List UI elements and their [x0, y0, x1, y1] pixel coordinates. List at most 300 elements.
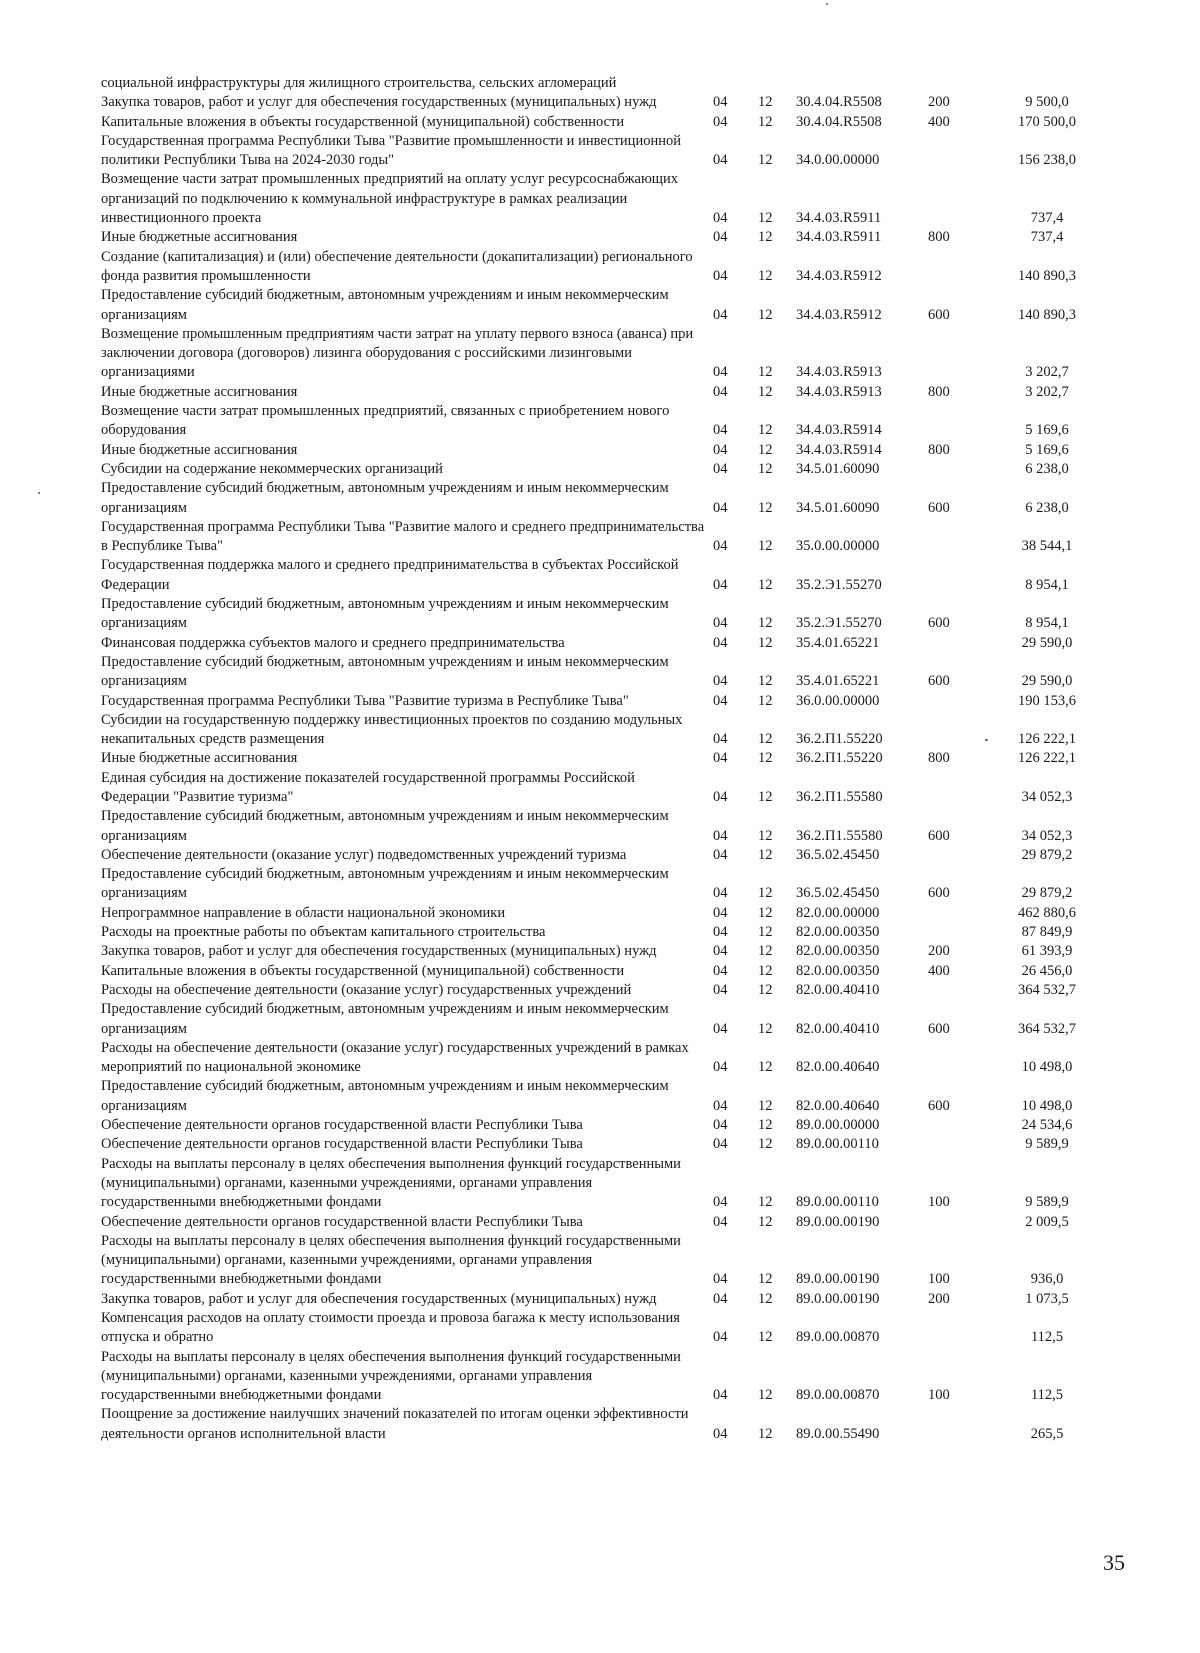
- subsection-code-cell: 12: [758, 1425, 773, 1442]
- target-article-cell: 89.0.00.00110: [796, 1194, 879, 1211]
- table-row: [101, 981, 1101, 1000]
- target-article-cell: 36.2.П1.55220: [796, 750, 883, 767]
- target-article-cell: 89.0.00.55490: [796, 1425, 880, 1442]
- target-article-cell: 36.5.02.45450: [796, 885, 880, 902]
- expense-type-cell: [928, 711, 993, 750]
- table-row: [101, 769, 1101, 808]
- table-row: [101, 923, 1101, 942]
- amount-cell: 9 589,9: [1025, 1194, 1069, 1211]
- expense-type-cell: [928, 132, 993, 171]
- section-code-cell: 04: [713, 364, 728, 381]
- expense-type-cell: 600: [928, 673, 950, 690]
- table-row: [101, 904, 1101, 923]
- target-article-cell: 34.5.01.60090: [796, 499, 880, 516]
- target-article-cell: 89.0.00.00000: [796, 1117, 880, 1134]
- section-code-cell: 04: [713, 788, 728, 805]
- table-row: [101, 653, 1101, 692]
- target-article-cell: 82.0.00.40410: [796, 1020, 880, 1037]
- expense-type-cell: [928, 634, 993, 653]
- table-row: [101, 556, 1101, 595]
- budget-table: [101, 74, 1101, 1444]
- target-article-cell: 82.0.00.40640: [796, 1059, 880, 1076]
- table-row: [101, 441, 1101, 460]
- subsection-code-cell: [758, 74, 796, 93]
- section-code-cell: 04: [713, 1290, 728, 1307]
- table-row: [101, 518, 1101, 557]
- amount-cell: 87 849,9: [1021, 924, 1073, 941]
- table-row: [101, 962, 1101, 981]
- target-article-cell: 35.0.00.00000: [796, 538, 880, 555]
- expense-name-cell: Возмещение промышленным предприятиям части затрат на уплату первого взноса (аванса) при заключении договора (договоров) лизинга оборудования с российскими лизинговыми организациями: [101, 325, 694, 381]
- amount-cell: 170 500,0: [1018, 113, 1076, 130]
- section-code-cell: 04: [713, 1117, 728, 1134]
- target-article-cell: 82.0.00.00350: [796, 962, 880, 979]
- expense-name-cell: Субсидии на государственную поддержку инвестиционных проектов по созданию модульных некапитальных средств размещения: [101, 711, 683, 748]
- amount-cell: 8 954,1: [1025, 576, 1069, 593]
- table-row: [101, 1309, 1101, 1348]
- amount-cell: 126 222,1: [1018, 731, 1076, 748]
- amount-cell: 112,5: [1030, 1329, 1064, 1346]
- subsection-code-cell: 12: [758, 576, 773, 593]
- subsection-code-cell: 12: [758, 152, 773, 169]
- amount-cell: 8 954,1: [1025, 615, 1069, 632]
- subsection-code-cell: 12: [758, 1290, 773, 1307]
- scan-speck: [985, 739, 988, 741]
- expense-type-cell: 600: [928, 499, 950, 516]
- table-row: [101, 325, 1101, 383]
- amount-cell: 38 544,1: [1021, 538, 1073, 555]
- expense-type-cell: [928, 325, 993, 383]
- expense-type-cell: 600: [928, 306, 950, 323]
- expense-name-cell: Расходы на выплаты персоналу в целях обеспечения выполнения функций государственными (муниципальными) органами, казенными учреждениями, органами управления государственными внебюджетными фондами: [101, 1155, 681, 1211]
- table-row: [101, 1405, 1101, 1444]
- subsection-code-cell: 12: [758, 210, 773, 227]
- target-article-cell: 89.0.00.00190: [796, 1290, 880, 1307]
- subsection-code-cell: 12: [758, 1271, 773, 1288]
- expense-type-cell: 600: [928, 885, 950, 902]
- table-row: [101, 1116, 1101, 1135]
- target-article-cell: 82.0.00.00350: [796, 924, 880, 941]
- table-row: [101, 93, 1101, 112]
- target-article-cell: 36.0.00.00000: [796, 692, 880, 709]
- expense-type-cell: 800: [928, 229, 950, 246]
- section-code-cell: 04: [713, 962, 728, 979]
- expense-name-cell: Предоставление субсидий бюджетным, автономным учреждениям и иным некоммерческим организациям: [101, 480, 669, 516]
- expense-name-cell: Расходы на обеспечение деятельности (оказание услуг) государственных учреждений: [101, 981, 632, 998]
- target-article-cell: 34.4.03.R5912: [796, 306, 882, 323]
- expense-type-cell: [928, 460, 993, 479]
- amount-cell: [993, 74, 1101, 93]
- budget-table-body: [101, 74, 1101, 1444]
- section-code-cell: 04: [713, 924, 728, 941]
- section-code-cell: 04: [713, 750, 728, 767]
- amount-cell: 2 009,5: [1025, 1213, 1069, 1230]
- subsection-code-cell: 12: [758, 499, 773, 516]
- table-row: [101, 749, 1101, 768]
- expense-type-cell: 600: [928, 615, 950, 632]
- target-article-cell: 36.2.П1.55580: [796, 827, 883, 844]
- expense-type-cell: [928, 248, 993, 287]
- section-code-cell: 04: [713, 1059, 728, 1076]
- section-code-cell: 04: [713, 229, 728, 246]
- subsection-code-cell: 12: [758, 924, 773, 941]
- target-article-cell: 35.2.Э1.55270: [796, 576, 882, 593]
- subsection-code-cell: 12: [758, 943, 773, 960]
- table-row: [101, 170, 1101, 228]
- table-row: [101, 286, 1101, 325]
- expense-name-cell: Иные бюджетные ассигнования: [101, 229, 298, 246]
- section-code-cell: 04: [713, 943, 728, 960]
- target-article-cell: 30.4.04.R5508: [796, 94, 882, 111]
- expense-name-cell: Государственная программа Республики Тыва "Развитие промышленности и инвестиционной политики Республики Тыва на 2024-2030 годы": [101, 132, 681, 169]
- expense-type-cell: 200: [928, 943, 950, 960]
- subsection-code-cell: 12: [758, 113, 773, 130]
- target-article-cell: 89.0.00.00190: [796, 1271, 880, 1288]
- expense-type-cell: [928, 846, 993, 865]
- table-row: [101, 383, 1101, 402]
- section-code-cell: 04: [713, 383, 728, 400]
- subsection-code-cell: 12: [758, 827, 773, 844]
- target-article-cell: 36.2.П1.55580: [796, 788, 883, 805]
- expense-type-cell: 200: [928, 94, 950, 111]
- target-article-cell: 34.4.03.R5911: [796, 210, 882, 227]
- subsection-code-cell: 12: [758, 538, 773, 555]
- expense-name-cell: Расходы на проектные работы по объектам капитального строительства: [101, 924, 546, 941]
- table-row: [101, 846, 1101, 865]
- table-row: [101, 460, 1101, 479]
- target-article-cell: 35.4.01.65221: [796, 673, 880, 690]
- target-article-cell: 34.4.03.R5912: [796, 267, 882, 284]
- target-article-cell: 36.5.02.45450: [796, 846, 880, 863]
- expense-name-cell: Обеспечение деятельности органов государственной власти Республики Тыва: [101, 1117, 583, 1134]
- expense-name-cell: Возмещение части затрат промышленных предприятий, связанных с приобретением нового оборудования: [101, 403, 670, 439]
- subsection-code-cell: 12: [758, 750, 773, 767]
- expense-name-cell: Предоставление субсидий бюджетным, автономным учреждениям и иным некоммерческим организациям: [101, 808, 669, 844]
- target-article-cell: 36.2.П1.55220: [796, 731, 883, 748]
- expense-type-cell: [928, 769, 993, 808]
- amount-cell: 10 498,0: [1021, 1097, 1073, 1114]
- amount-cell: 6 238,0: [1025, 460, 1069, 477]
- expense-type-cell: 400: [928, 113, 950, 130]
- amount-cell: 190 153,6: [1018, 692, 1076, 709]
- amount-cell: 61 393,9: [1021, 943, 1073, 960]
- amount-cell: 34 052,3: [1021, 827, 1073, 844]
- expense-type-cell: [928, 923, 993, 942]
- target-article-cell: 34.0.00.00000: [796, 152, 880, 169]
- subsection-code-cell: 12: [758, 634, 773, 651]
- amount-cell: 462 880,6: [1018, 904, 1076, 921]
- expense-type-cell: 200: [928, 1290, 950, 1307]
- subsection-code-cell: 12: [758, 788, 773, 805]
- subsection-code-cell: 12: [758, 306, 773, 323]
- expense-type-cell: 600: [928, 827, 950, 844]
- expense-type-cell: [928, 74, 993, 93]
- expense-name-cell: Предоставление субсидий бюджетным, автономным учреждениям и иным некоммерческим организациям: [101, 596, 669, 632]
- subsection-code-cell: 12: [758, 846, 773, 863]
- target-article-cell: 34.4.03.R5913: [796, 383, 882, 400]
- target-article-cell: 34.4.03.R5914: [796, 422, 882, 439]
- expense-name-cell: Иные бюджетные ассигнования: [101, 383, 298, 400]
- expense-name-cell: Закупка товаров, работ и услуг для обеспечения государственных (муниципальных) нужд: [101, 943, 657, 960]
- expense-name-cell: Предоставление субсидий бюджетным, автономным учреждениям и иным некоммерческим организациям: [101, 1078, 669, 1114]
- amount-cell: 29 879,2: [1021, 846, 1073, 863]
- section-code-cell: 04: [713, 615, 728, 632]
- amount-cell: 10 498,0: [1021, 1059, 1073, 1076]
- section-code-cell: 04: [713, 267, 728, 284]
- subsection-code-cell: 12: [758, 904, 773, 921]
- table-row: [101, 228, 1101, 247]
- section-code-cell: 04: [713, 306, 728, 323]
- expense-name-cell: Расходы на выплаты персоналу в целях обеспечения выполнения функций государственными (муниципальными) органами, казенными учреждениями, органами управления государственными внебюджетными фондами: [101, 1348, 681, 1404]
- amount-cell: 5 169,6: [1025, 422, 1069, 439]
- expense-name-cell: Предоставление субсидий бюджетным, автономным учреждениям и иным некоммерческим организациям: [101, 287, 669, 323]
- table-row: [101, 1039, 1101, 1078]
- amount-cell: 3 202,7: [1025, 364, 1069, 381]
- subsection-code-cell: 12: [758, 1213, 773, 1230]
- section-code-cell: 04: [713, 1020, 728, 1037]
- section-code-cell: 04: [713, 152, 728, 169]
- expense-name-cell: Расходы на обеспечение деятельности (оказание услуг) государственных учреждений в рамках мероприятий по национальной экономике: [101, 1039, 689, 1076]
- expense-type-cell: [928, 518, 993, 557]
- table-row: [101, 132, 1101, 171]
- scan-speck: [38, 492, 40, 494]
- section-code-cell: 04: [713, 1425, 728, 1442]
- table-row: [101, 113, 1101, 132]
- table-row: [101, 1077, 1101, 1116]
- section-code-cell: 04: [713, 904, 728, 921]
- subsection-code-cell: 12: [758, 1194, 773, 1211]
- expense-type-cell: 100: [928, 1194, 950, 1211]
- section-code-cell: 04: [713, 846, 728, 863]
- amount-cell: 737,4: [1030, 229, 1064, 246]
- table-row: [101, 692, 1101, 711]
- subsection-code-cell: 12: [758, 364, 773, 381]
- section-code-cell: 04: [713, 499, 728, 516]
- expense-type-cell: 400: [928, 962, 950, 979]
- expense-type-cell: [928, 692, 993, 711]
- amount-cell: 737,4: [1030, 210, 1064, 227]
- subsection-code-cell: 12: [758, 1020, 773, 1037]
- amount-cell: 364 532,7: [1018, 1020, 1076, 1037]
- amount-cell: 936,0: [1030, 1271, 1064, 1288]
- expense-name-cell: Возмещение части затрат промышленных предприятий на оплату услуг ресурсоснабжающих организаций по подключению к коммунальной инфраструктуре в рамках реализации инвестиционного проекта: [101, 171, 678, 227]
- expense-name-cell: Государственная программа Республики Тыва "Развитие малого и среднего предпринимательства в Республике Тыва": [101, 518, 705, 555]
- expense-type-cell: [928, 1116, 993, 1135]
- expense-name-cell: Поощрение за достижение наилучших значений показателей по итогам оценки эффективности деятельности органов исполнительной власти: [101, 1406, 689, 1442]
- target-article-cell: 82.0.00.40410: [796, 981, 880, 998]
- section-code-cell: 04: [713, 460, 728, 477]
- subsection-code-cell: 12: [758, 1136, 773, 1153]
- subsection-code-cell: 12: [758, 1387, 773, 1404]
- target-article-cell: 34.4.03.R5911: [796, 229, 882, 246]
- expense-name-cell: Компенсация расходов на оплату стоимости проезда и провоза багажа к месту использования отпуска и обратно: [101, 1310, 680, 1346]
- section-code-cell: 04: [713, 1271, 728, 1288]
- amount-cell: 3 202,7: [1025, 383, 1069, 400]
- table-row: [101, 807, 1101, 846]
- section-code-cell: 04: [713, 1213, 728, 1230]
- section-code-cell: 04: [713, 1329, 728, 1346]
- scan-speck: [826, 3, 828, 5]
- expense-type-cell: 800: [928, 750, 950, 767]
- expense-type-cell: [928, 556, 993, 595]
- amount-cell: 29 590,0: [1021, 673, 1073, 690]
- expense-name-cell: Расходы на выплаты персоналу в целях обеспечения выполнения функций государственными (муниципальными) органами, казенными учреждениями, органами управления государственными внебюджетными фондами: [101, 1232, 681, 1288]
- expense-name-cell: Субсидии на содержание некоммерческих организаций: [101, 460, 443, 477]
- target-article-cell: 35.4.01.65221: [796, 634, 880, 651]
- target-article-cell: 82.0.00.00000: [796, 904, 880, 921]
- target-article-cell: 82.0.00.40640: [796, 1097, 880, 1114]
- expense-type-cell: 100: [928, 1387, 950, 1404]
- target-article-cell: [796, 74, 928, 93]
- section-code-cell: 04: [713, 1194, 728, 1211]
- expense-type-cell: 100: [928, 1271, 950, 1288]
- section-code-cell: 04: [713, 422, 728, 439]
- amount-cell: 9 589,9: [1025, 1136, 1069, 1153]
- table-row: [101, 595, 1101, 634]
- expense-type-cell: 600: [928, 1020, 950, 1037]
- target-article-cell: 34.5.01.60090: [796, 460, 880, 477]
- expense-type-cell: [928, 1213, 993, 1232]
- section-code-cell: 04: [713, 210, 728, 227]
- target-article-cell: 34.4.03.R5913: [796, 364, 882, 381]
- amount-cell: 29 590,0: [1021, 634, 1073, 651]
- subsection-code-cell: 12: [758, 1329, 773, 1346]
- section-code-cell: 04: [713, 113, 728, 130]
- expense-type-cell: [928, 981, 993, 1000]
- subsection-code-cell: 12: [758, 962, 773, 979]
- section-code-cell: 04: [713, 576, 728, 593]
- amount-cell: 265,5: [1030, 1425, 1064, 1442]
- expense-name-cell: Иные бюджетные ассигнования: [101, 441, 298, 458]
- expense-name-cell: Финансовая поддержка субъектов малого и среднего предпринимательства: [101, 634, 565, 651]
- expense-type-cell: 800: [928, 383, 950, 400]
- table-row: [101, 1155, 1101, 1213]
- expense-name-cell: Предоставление субсидий бюджетным, автономным учреждениям и иным некоммерческим организациям: [101, 1001, 669, 1037]
- table-row: [101, 1232, 1101, 1290]
- expense-name-cell: Единая субсидия на достижение показателей государственной программы Российской Федерации "Развитие туризма": [101, 769, 635, 805]
- table-row: [101, 1135, 1101, 1154]
- expense-name-cell: Государственная программа Республики Тыва "Развитие туризма в Республике Тыва": [101, 692, 629, 709]
- section-code-cell: 04: [713, 538, 728, 555]
- subsection-code-cell: 12: [758, 885, 773, 902]
- expense-name-cell: Капитальные вложения в объекты государственной (муниципальной) собственности: [101, 113, 625, 130]
- expense-type-cell: 800: [928, 441, 950, 458]
- target-article-cell: 89.0.00.00870: [796, 1387, 880, 1404]
- table-row: [101, 711, 1101, 750]
- expense-type-cell: [928, 1039, 993, 1078]
- subsection-code-cell: 12: [758, 94, 773, 111]
- amount-cell: 9 500,0: [1025, 94, 1069, 111]
- table-row: [101, 942, 1101, 961]
- expense-name-cell: Иные бюджетные ассигнования: [101, 750, 298, 767]
- target-article-cell: 30.4.04.R5508: [796, 113, 882, 130]
- amount-cell: 126 222,1: [1018, 750, 1076, 767]
- subsection-code-cell: 12: [758, 673, 773, 690]
- table-row: [101, 1000, 1101, 1039]
- amount-cell: 26 456,0: [1021, 962, 1073, 979]
- section-code-cell: 04: [713, 441, 728, 458]
- subsection-code-cell: 12: [758, 441, 773, 458]
- table-row: [101, 1348, 1101, 1406]
- expense-name-cell: Обеспечение деятельности органов государственной власти Республики Тыва: [101, 1136, 583, 1153]
- subsection-code-cell: 12: [758, 1097, 773, 1114]
- target-article-cell: 89.0.00.00110: [796, 1136, 879, 1153]
- expense-name-cell: социальной инфраструктуры для жилищного строительства, сельских агломераций: [101, 75, 617, 91]
- subsection-code-cell: 12: [758, 692, 773, 709]
- section-code-cell: 04: [713, 673, 728, 690]
- table-row: [101, 865, 1101, 904]
- amount-cell: 112,5: [1030, 1387, 1064, 1404]
- expense-type-cell: 600: [928, 1097, 950, 1114]
- amount-cell: 24 534,6: [1021, 1117, 1073, 1134]
- section-code-cell: 04: [713, 827, 728, 844]
- subsection-code-cell: 12: [758, 422, 773, 439]
- amount-cell: 140 890,3: [1018, 267, 1076, 284]
- subsection-code-cell: 12: [758, 229, 773, 246]
- expense-name-cell: Предоставление субсидий бюджетным, автономным учреждениям и иным некоммерческим организациям: [101, 653, 669, 690]
- table-row: [101, 402, 1101, 441]
- expense-type-cell: [928, 1309, 993, 1348]
- amount-cell: 6 238,0: [1025, 499, 1069, 516]
- table-row: [101, 479, 1101, 518]
- expense-name-cell: Непрограммное направление в области национальной экономики: [101, 904, 506, 921]
- expense-name-cell: Государственная поддержка малого и среднего предпринимательства в субъектах Российской Федерации: [101, 557, 679, 593]
- expense-name-cell: Создание (капитализация) и (или) обеспечение деятельности (докапитализации) регионального фонда развития промышленности: [101, 248, 693, 284]
- expense-name-cell: Обеспечение деятельности (оказание услуг) подведомственных учреждений туризма: [101, 846, 627, 863]
- amount-cell: 364 532,7: [1018, 981, 1076, 998]
- section-code-cell: 04: [713, 1387, 728, 1404]
- table-row: [101, 74, 1101, 93]
- expense-name-cell: Закупка товаров, работ и услуг для обеспечения государственных (муниципальных) нужд: [101, 94, 657, 111]
- section-code-cell: [713, 74, 758, 93]
- subsection-code-cell: 12: [758, 267, 773, 284]
- amount-cell: 140 890,3: [1018, 306, 1076, 323]
- section-code-cell: 04: [713, 981, 728, 998]
- table-row: [101, 634, 1101, 653]
- subsection-code-cell: 12: [758, 1059, 773, 1076]
- expense-type-cell: [928, 1405, 993, 1444]
- expense-name-cell: Обеспечение деятельности органов государственной власти Республики Тыва: [101, 1213, 583, 1230]
- section-code-cell: 04: [713, 1136, 728, 1153]
- expense-name-cell: Капитальные вложения в объекты государственной (муниципальной) собственности: [101, 962, 625, 979]
- subsection-code-cell: 12: [758, 1117, 773, 1134]
- section-code-cell: 04: [713, 885, 728, 902]
- expense-type-cell: [928, 1135, 993, 1154]
- expense-name-cell: Предоставление субсидий бюджетным, автономным учреждениям и иным некоммерческим организациям: [101, 866, 669, 902]
- subsection-code-cell: 12: [758, 383, 773, 400]
- section-code-cell: 04: [713, 692, 728, 709]
- subsection-code-cell: 12: [758, 731, 773, 748]
- target-article-cell: 89.0.00.00870: [796, 1329, 880, 1346]
- expense-name-cell: Закупка товаров, работ и услуг для обеспечения государственных (муниципальных) нужд: [101, 1290, 657, 1307]
- amount-cell: 156 238,0: [1018, 152, 1076, 169]
- page-number: 35: [1103, 1550, 1125, 1575]
- table-row: [101, 248, 1101, 287]
- target-article-cell: 34.4.03.R5914: [796, 441, 882, 458]
- amount-cell: 5 169,6: [1025, 441, 1069, 458]
- subsection-code-cell: 12: [758, 460, 773, 477]
- target-article-cell: 89.0.00.00190: [796, 1213, 880, 1230]
- section-code-cell: 04: [713, 1097, 728, 1114]
- amount-cell: 34 052,3: [1021, 788, 1073, 805]
- expense-type-cell: [928, 904, 993, 923]
- amount-cell: 29 879,2: [1021, 885, 1073, 902]
- target-article-cell: 35.2.Э1.55270: [796, 615, 882, 632]
- section-code-cell: 04: [713, 634, 728, 651]
- subsection-code-cell: 12: [758, 981, 773, 998]
- target-article-cell: 82.0.00.00350: [796, 943, 880, 960]
- section-code-cell: 04: [713, 94, 728, 111]
